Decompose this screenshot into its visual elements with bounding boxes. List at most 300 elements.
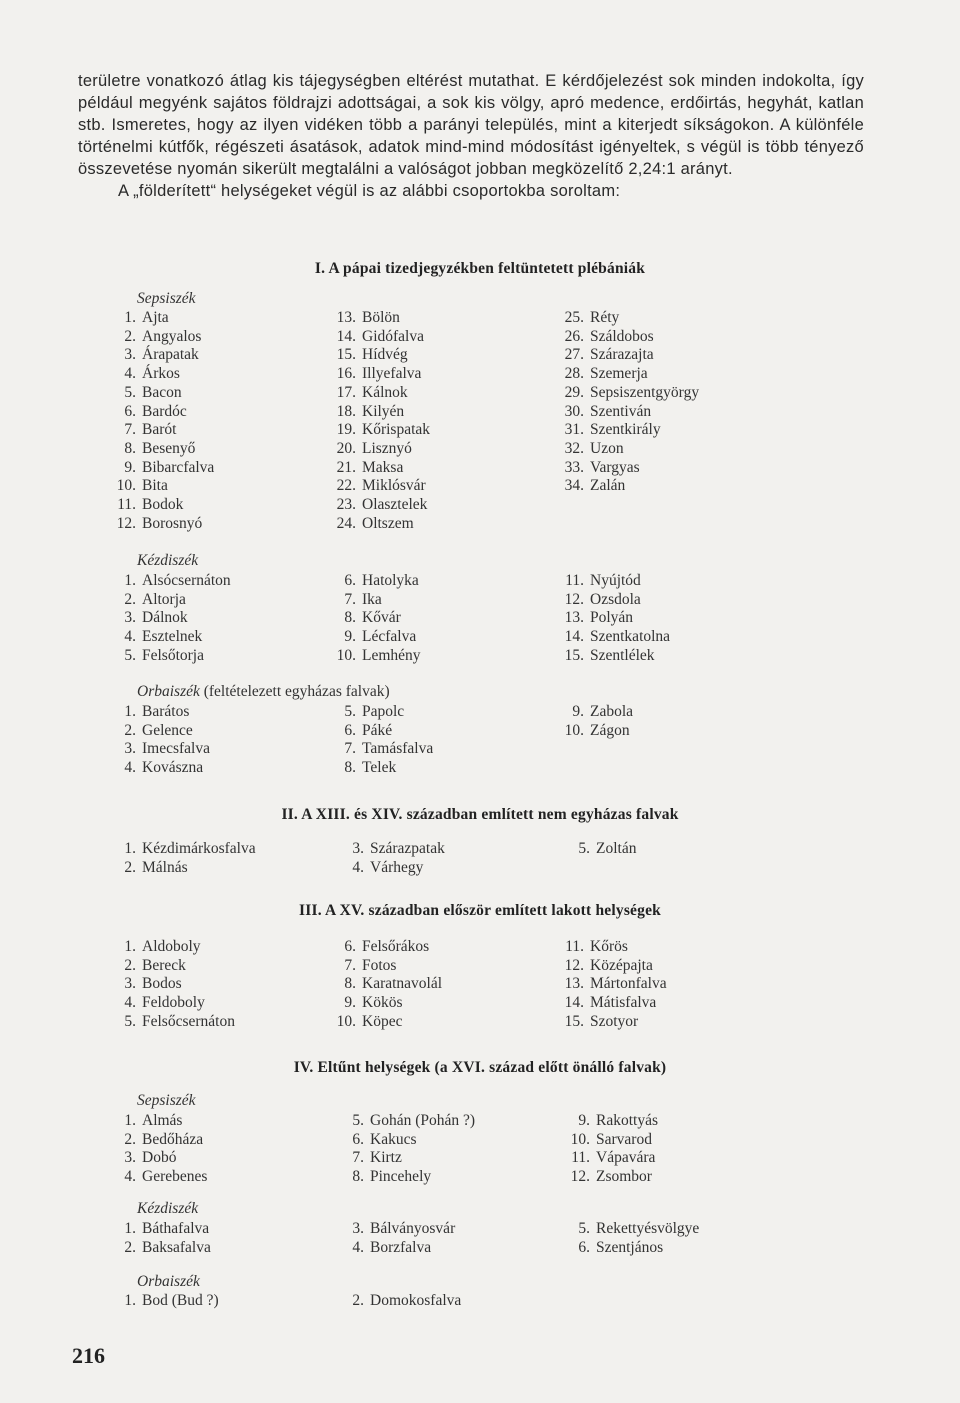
item-number: 9. [344, 994, 356, 1012]
item-number: 23. [336, 496, 356, 514]
place-list-item [112, 628, 231, 647]
subsection-label: Kézdiszék [137, 552, 199, 569]
place-name: Baksafalva [142, 1238, 211, 1256]
item-number: 3. [124, 975, 136, 993]
item-number: 13. [564, 609, 584, 627]
place-list [112, 309, 214, 533]
place-list [112, 1292, 219, 1311]
item-number: 26. [564, 327, 584, 345]
place-list [332, 572, 421, 666]
place-list [332, 309, 430, 533]
item-number: 5. [124, 1012, 136, 1030]
place-name: Dálnok [142, 609, 188, 627]
place-name: Zalán [590, 477, 626, 495]
place-list-item [340, 1149, 475, 1168]
place-name: Mátisfalva [590, 994, 657, 1012]
place-name: Szentkatolna [590, 628, 671, 646]
item-number: 8. [344, 759, 356, 777]
place-list-item [332, 759, 433, 778]
place-name: Páké [362, 721, 393, 739]
place-list-item [566, 1220, 699, 1239]
item-number: 22. [336, 477, 356, 495]
place-name: Zoltán [596, 840, 637, 857]
place-name: Hídvég [362, 346, 408, 364]
place-name: Imecsfalva [142, 740, 210, 758]
place-name: Kézdimárkosfalva [142, 840, 256, 857]
item-number: 9. [578, 1112, 590, 1129]
place-name: Barátos [142, 703, 190, 720]
place-list-item [560, 572, 670, 591]
place-list-item [112, 309, 214, 328]
place-name: Zágon [590, 721, 630, 739]
place-name: Esztelnek [142, 628, 203, 646]
place-list-item [112, 1149, 207, 1168]
place-list-item [332, 703, 433, 722]
place-list-item [566, 1149, 658, 1168]
place-list-item [340, 1131, 475, 1150]
place-list-item [112, 346, 214, 365]
place-list-item [112, 1112, 207, 1131]
place-list-item [112, 740, 210, 759]
place-list [560, 703, 633, 740]
place-list [332, 703, 433, 778]
item-number: 20. [336, 439, 356, 457]
place-name: Barót [142, 421, 177, 439]
place-list [560, 309, 699, 496]
place-list-item [560, 994, 667, 1013]
intro-paragraph: A „földerített“ helységeket végül is az alábbi csoportokba soroltam: [118, 182, 621, 200]
place-list-item [560, 957, 667, 976]
item-number: 11. [571, 1149, 590, 1167]
subsection-note: (feltételezett egyházas falvak) [203, 683, 390, 700]
place-name: Bodos [142, 975, 182, 993]
place-name: Kőrös [590, 938, 628, 955]
place-name: Karatnavolál [362, 975, 443, 993]
item-number: 4. [124, 365, 136, 383]
place-name: Rakottyás [596, 1112, 658, 1129]
item-number: 1. [124, 309, 136, 326]
place-list-item [332, 975, 442, 994]
item-number: 18. [336, 402, 356, 420]
item-number: 2. [124, 1130, 136, 1148]
place-list [560, 938, 667, 1032]
place-list-item [560, 591, 670, 610]
place-list [112, 572, 231, 666]
item-number: 6. [124, 402, 136, 420]
place-list-item [112, 1013, 235, 1032]
item-number: 14. [564, 628, 584, 646]
place-list-item [560, 647, 670, 666]
place-list-item [560, 628, 670, 647]
item-number: 10. [564, 721, 584, 739]
subsection-label: Sepsiszék [137, 290, 196, 307]
place-name: Altorja [142, 590, 186, 608]
place-name: Báthafalva [142, 1220, 210, 1237]
place-list-item [332, 572, 421, 591]
item-number: 5. [578, 1220, 590, 1237]
place-name: Angyalos [142, 327, 202, 345]
place-list [566, 1220, 699, 1257]
place-name: Sarvarod [596, 1130, 652, 1148]
place-name: Olasztelek [362, 496, 428, 514]
item-number: 11. [117, 496, 136, 514]
item-number: 32. [564, 439, 584, 457]
place-list-item [560, 346, 699, 365]
place-name: Vargyas [590, 458, 640, 476]
place-list-item [112, 703, 210, 722]
place-list-item [560, 328, 699, 347]
place-list-item [332, 421, 430, 440]
place-list-item [340, 1292, 461, 1311]
place-list-item [112, 1168, 207, 1187]
place-name: Nyújtód [590, 572, 641, 589]
place-name: Alsócsernáton [142, 572, 231, 589]
place-name: Telek [362, 759, 397, 777]
place-list-item [112, 496, 214, 515]
item-number: 1. [124, 572, 136, 589]
place-list-item [112, 591, 231, 610]
item-number: 8. [344, 975, 356, 993]
place-name: Árkos [142, 365, 180, 383]
place-name: Bálványosvár [370, 1220, 456, 1237]
place-list-item [332, 609, 421, 628]
place-name: Polyán [590, 609, 634, 627]
intro-paragraph: területre vonatkozó átlag kis tájegységben eltérést mutathat. E kérdőjelezést sok minden indokolta, így például megyénk sajátos földrajzi adottságai, a sok kis völgy, apró medence, erdőirtás, hegyhát, katlan stb. Ismeretes, hogy az ilyen vidéken több a parányi település, mint a kiterjedt síkságokon. A különféle történelmi kútfők, régészeti ásatások, adatok mind-mind módosítást igényeltek, s végül is több tényező összevetése nyomán sikerült megtalálni a valóságot jobban megközelítő 2,24:1 arányt. [78, 72, 864, 178]
place-list-item [112, 459, 214, 478]
place-name: Kirtz [370, 1149, 402, 1167]
place-name: Pincehely [370, 1168, 432, 1186]
place-name: Kökös [362, 994, 403, 1012]
item-number: 3. [352, 1220, 364, 1237]
place-list [332, 938, 442, 1032]
place-name: Kővár [362, 609, 401, 627]
place-name: Bedőháza [142, 1130, 204, 1148]
item-number: 14. [564, 994, 584, 1012]
place-list-item [560, 459, 699, 478]
place-list-item [112, 384, 214, 403]
item-number: 28. [564, 365, 584, 383]
item-number: 5. [124, 646, 136, 664]
item-number: 7. [352, 1149, 364, 1167]
place-name: Borosnyó [142, 514, 203, 532]
place-list-item [332, 957, 442, 976]
place-list-item [340, 1112, 475, 1131]
place-name: Aldoboly [142, 938, 201, 955]
place-name: Borzfalva [370, 1238, 432, 1256]
place-list [112, 703, 210, 778]
item-number: 27. [564, 346, 584, 364]
place-list-item [332, 384, 430, 403]
place-list-item [112, 840, 256, 859]
place-name: Réty [590, 309, 620, 326]
place-list-item [566, 1131, 658, 1150]
place-name: Lemhény [362, 646, 421, 664]
place-list-item [560, 365, 699, 384]
place-name: Feldoboly [142, 994, 205, 1012]
item-number: 14. [336, 327, 356, 345]
place-name: Málnás [142, 858, 188, 876]
place-name: Bod (Bud ?) [142, 1292, 219, 1309]
subsection-heading [137, 683, 390, 701]
place-list-item [112, 421, 214, 440]
place-list-item [560, 609, 670, 628]
place-name: Miklósvár [362, 477, 426, 495]
place-list [340, 1112, 475, 1187]
place-name: Bardóc [142, 402, 187, 420]
place-list-item [112, 365, 214, 384]
place-name: Bodok [142, 496, 184, 514]
item-number: 3. [124, 609, 136, 627]
place-list-item [560, 477, 699, 496]
place-name: Felsőrákos [362, 938, 430, 955]
item-number: 12. [570, 1168, 590, 1186]
place-list-item [332, 515, 430, 534]
item-number: 1. [124, 840, 136, 857]
place-name: Hatolyka [362, 572, 419, 589]
place-list [112, 1112, 207, 1187]
item-number: 17. [336, 383, 356, 401]
item-number: 31. [564, 421, 584, 439]
place-name: Fotos [362, 956, 397, 974]
section-heading: IV. Eltűnt helységek (a XVI. század előtt önálló falvak) [293, 1059, 667, 1076]
place-name: Lisznyó [362, 439, 412, 457]
place-name: Bereck [142, 956, 186, 974]
place-list-item [112, 647, 231, 666]
item-number: 4. [124, 759, 136, 777]
place-list-item [560, 403, 699, 422]
item-number: 10. [336, 646, 356, 664]
place-list-item [112, 572, 231, 591]
place-name: Középajta [590, 956, 653, 974]
item-number: 10. [570, 1130, 590, 1148]
item-number: 8. [124, 439, 136, 457]
place-list-item [560, 703, 633, 722]
place-name: Gerebenes [142, 1168, 208, 1186]
item-number: 7. [344, 590, 356, 608]
place-list-item [112, 1292, 219, 1311]
item-number: 25. [564, 309, 584, 326]
place-list [112, 938, 235, 1032]
place-list-item [112, 328, 214, 347]
item-number: 1. [124, 1112, 136, 1129]
place-list-item [332, 938, 442, 957]
item-number: 2. [124, 1238, 136, 1256]
place-list-item [560, 384, 699, 403]
subsection-label: Orbaiszék [137, 683, 200, 700]
place-list [340, 840, 445, 877]
section-heading: III. A XV. században először említett lakott helységek [299, 902, 661, 919]
place-name: Ika [362, 590, 382, 608]
item-number: 4. [352, 1238, 364, 1256]
place-name: Illyefalva [362, 365, 422, 383]
place-name: Uzon [590, 439, 624, 457]
place-list [566, 1112, 658, 1187]
item-number: 2. [124, 956, 136, 974]
place-name: Kilyén [362, 402, 405, 420]
item-number: 7. [124, 421, 136, 439]
item-number: 19. [336, 421, 356, 439]
place-list-item [112, 403, 214, 422]
place-list-item [332, 346, 430, 365]
place-name: Kovászna [142, 759, 204, 777]
item-number: 3. [124, 346, 136, 364]
place-name: Várhegy [370, 858, 424, 876]
item-number: 1. [124, 703, 136, 720]
place-name: Domokosfalva [370, 1292, 462, 1309]
item-number: 9. [344, 628, 356, 646]
place-list [112, 840, 256, 877]
item-number: 6. [344, 938, 356, 955]
place-list-item [560, 440, 699, 459]
place-list-item [112, 609, 231, 628]
item-number: 12. [564, 956, 584, 974]
item-number: 2. [124, 858, 136, 876]
item-number: 5. [578, 840, 590, 857]
place-list-item [112, 938, 235, 957]
place-list-item [340, 1220, 455, 1239]
item-number: 33. [564, 458, 584, 476]
place-name: Besenyő [142, 439, 196, 457]
place-name: Tamásfalva [362, 740, 434, 758]
place-name: Vápavára [596, 1149, 656, 1167]
item-number: 11. [565, 572, 584, 589]
place-list-item [332, 1013, 442, 1032]
place-name: Kálnok [362, 383, 408, 401]
place-name: Sepsiszentgyörgy [590, 383, 700, 401]
place-list-item [566, 1112, 658, 1131]
place-name: Árapatak [142, 346, 199, 364]
place-name: Lécfalva [362, 628, 417, 646]
place-name: Felsőcsernáton [142, 1012, 235, 1030]
place-list-item [332, 647, 421, 666]
item-number: 6. [344, 572, 356, 589]
item-number: 12. [116, 514, 136, 532]
place-list [566, 840, 636, 859]
item-number: 12. [564, 590, 584, 608]
place-list-item [566, 840, 636, 859]
item-number: 21. [336, 458, 356, 476]
item-number: 10. [336, 1012, 356, 1030]
place-name: Szárazajta [590, 346, 654, 364]
place-name: Gelence [142, 721, 193, 739]
place-list-item [112, 515, 214, 534]
place-list [340, 1292, 461, 1311]
place-name: Kakucs [370, 1130, 417, 1148]
place-list-item [112, 957, 235, 976]
place-list-item [332, 328, 430, 347]
place-list-item [340, 859, 445, 878]
place-list-item [340, 1239, 455, 1258]
item-number: 3. [124, 740, 136, 758]
item-number: 15. [564, 1012, 584, 1030]
place-name: Bacon [142, 383, 182, 401]
place-list-item [566, 1168, 658, 1187]
item-number: 10. [116, 477, 136, 495]
place-name: Gohán (Pohán ?) [370, 1112, 476, 1129]
item-number: 4. [352, 858, 364, 876]
item-number: 2. [124, 590, 136, 608]
place-list-item [560, 309, 699, 328]
place-list-item [112, 1239, 211, 1258]
place-name: Szárazpatak [370, 840, 445, 857]
place-list-item [332, 496, 430, 515]
place-name: Zsombor [596, 1168, 652, 1186]
item-number: 8. [344, 609, 356, 627]
place-name: Oltszem [362, 514, 414, 532]
item-number: 2. [124, 721, 136, 739]
item-number: 1. [124, 1220, 136, 1237]
place-list-item [332, 403, 430, 422]
place-name: Bita [142, 477, 168, 495]
place-list-item [340, 1168, 475, 1187]
section-heading: I. A pápai tizedjegyzékben feltüntetett plébániák [314, 260, 646, 277]
place-list-item [112, 477, 214, 496]
place-list-item [112, 859, 256, 878]
item-number: 7. [344, 740, 356, 758]
place-list-item [332, 440, 430, 459]
place-list-item [112, 1220, 211, 1239]
item-number: 6. [352, 1130, 364, 1148]
place-list-item [112, 1131, 207, 1150]
place-name: Papolc [362, 703, 405, 720]
place-list [560, 572, 670, 666]
place-list-item [332, 365, 430, 384]
place-list-item [332, 628, 421, 647]
place-name: Köpec [362, 1012, 403, 1030]
place-name: Ozsdola [590, 590, 641, 608]
item-number: 6. [578, 1238, 590, 1256]
intro-text [78, 70, 864, 202]
item-number: 8. [352, 1168, 364, 1186]
place-list-item [560, 1013, 667, 1032]
place-list-item [332, 722, 433, 741]
place-name: Száldobos [590, 327, 654, 345]
item-number: 34. [564, 477, 584, 495]
place-name: Szentiván [590, 402, 652, 420]
place-name: Maksa [362, 458, 404, 476]
place-list-item [560, 421, 699, 440]
item-number: 24. [336, 514, 356, 532]
place-list-item [112, 975, 235, 994]
place-name: Mártonfalva [590, 975, 667, 993]
place-name: Gidófalva [362, 327, 424, 345]
place-name: Kőrispatak [362, 421, 431, 439]
place-name: Szentlélek [590, 646, 655, 664]
place-list-item [112, 722, 210, 741]
place-list-item [332, 994, 442, 1013]
item-number: 1. [124, 1292, 136, 1309]
place-name: Rekettyésvölgye [596, 1220, 700, 1237]
item-number: 2. [124, 327, 136, 345]
place-name: Szentkirály [590, 421, 661, 439]
item-number: 5. [352, 1112, 364, 1129]
place-name: Felsőtorja [142, 646, 204, 664]
place-list-item [566, 1239, 699, 1258]
item-number: 1. [124, 938, 136, 955]
subsection-label: Kézdiszék [137, 1200, 199, 1217]
place-list-item [112, 759, 210, 778]
place-list-item [332, 477, 430, 496]
item-number: 15. [564, 646, 584, 664]
item-number: 13. [564, 975, 584, 993]
subsection-label: Sepsiszék [137, 1092, 196, 1109]
place-name: Szotyor [590, 1012, 639, 1030]
page-number: 216 [72, 1343, 105, 1368]
place-list-item [332, 309, 430, 328]
item-number: 3. [352, 840, 364, 857]
place-name: Ajta [142, 309, 169, 326]
item-number: 6. [344, 721, 356, 739]
